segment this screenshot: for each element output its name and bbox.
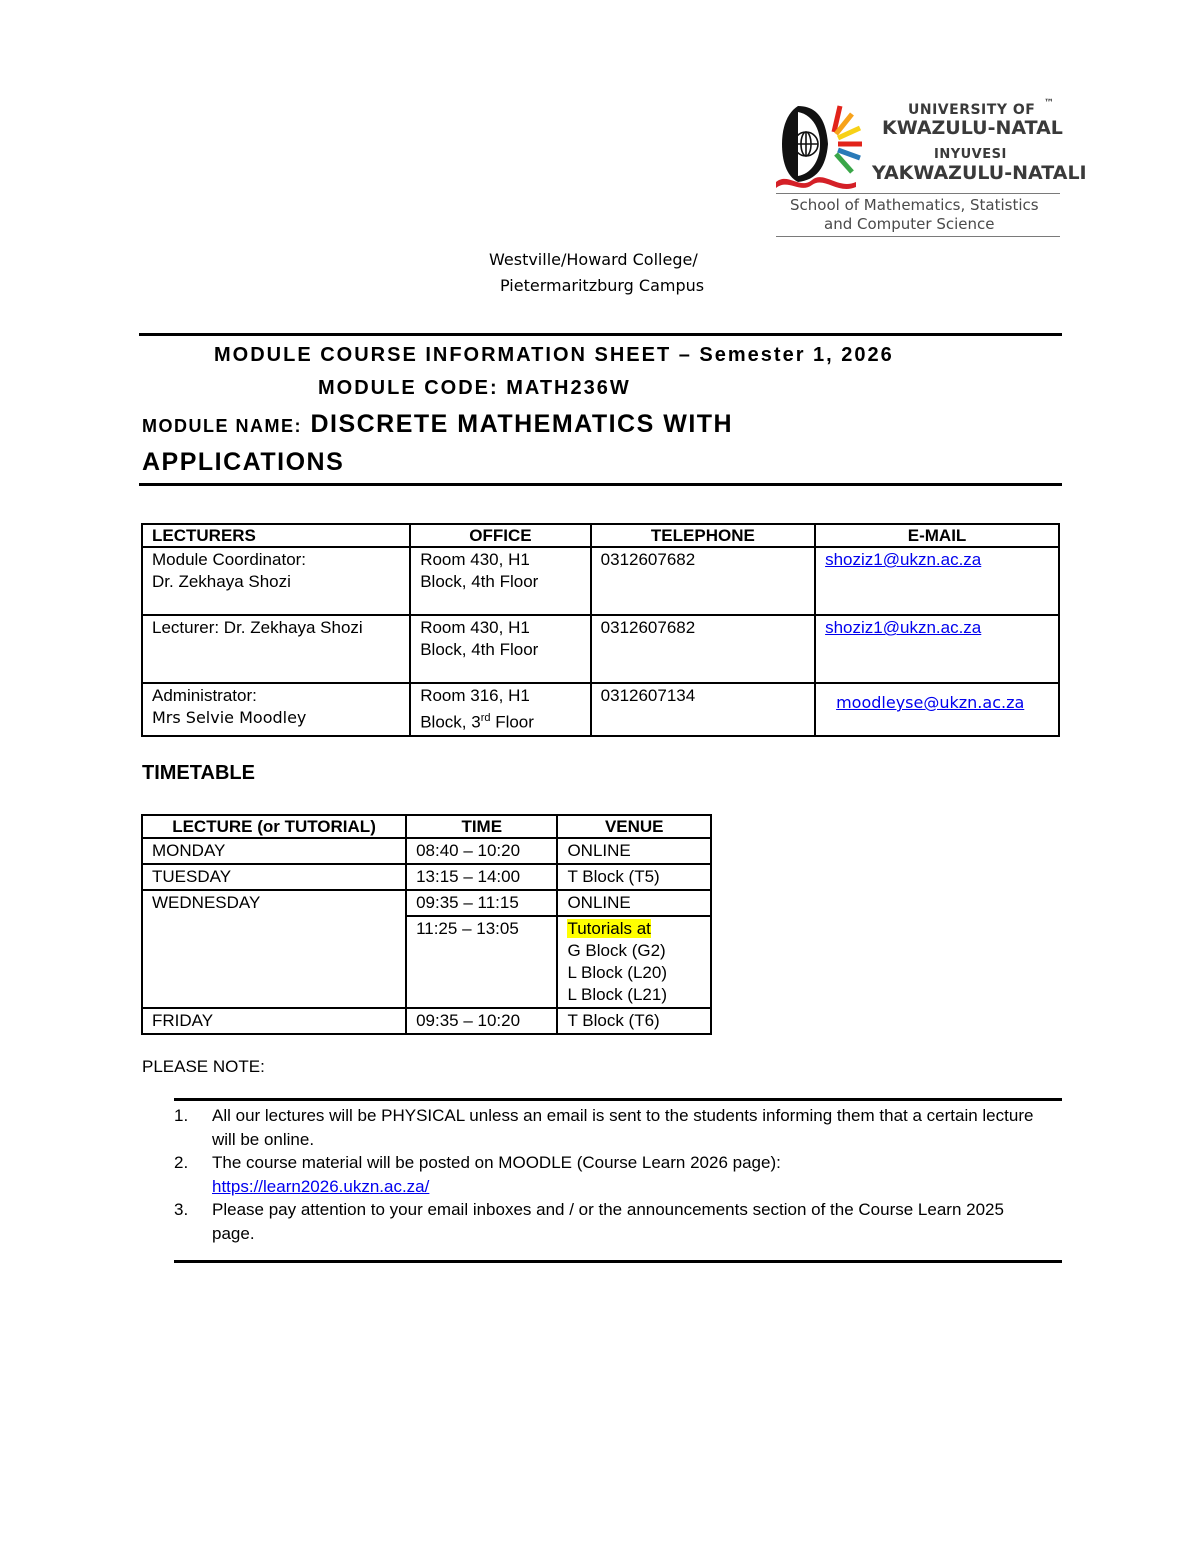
telephone-cell: 0312607682: [591, 547, 815, 615]
logo-line-yakwazulu-natali: YAKWAZULU-NATALI: [872, 162, 1087, 184]
col-header-venue: VENUE: [557, 815, 711, 838]
telephone-cell: 0312607682: [591, 615, 815, 683]
office-line1: Room 316, H1: [420, 686, 530, 705]
note-number: 1.: [174, 1106, 189, 1125]
logo-school-line2: and Computer Science: [824, 215, 995, 233]
time-cell: 11:25 – 13:05: [406, 916, 557, 1008]
day-cell: TUESDAY: [142, 864, 406, 890]
campus-line1: Westville/Howard College/: [489, 250, 698, 269]
logo-trademark: ™: [1044, 98, 1054, 109]
module-name: [142, 410, 733, 439]
table-row: [142, 683, 1059, 736]
notes-list: [174, 1104, 1054, 1245]
module-name-line1: DISCRETE MATHEMATICS WITH: [302, 410, 734, 438]
logo-divider-bottom: [776, 236, 1060, 237]
venue-line: G Block (G2): [567, 941, 666, 960]
module-code: MODULE CODE: MATH236W: [318, 377, 631, 399]
list-item: [174, 1198, 1054, 1245]
note-number: 2.: [174, 1153, 189, 1172]
email-cell: [815, 615, 1059, 683]
timetable-header-row: [142, 815, 711, 838]
office-line2-text: Block, 3: [420, 712, 481, 732]
note-text: Please pay attention to your email inboxes and / or the announcements section of the Course Learn 2025 page.: [212, 1200, 1004, 1243]
office-cell: [410, 683, 590, 736]
email-link[interactable]: shoziz1@ukzn.ac.za: [825, 550, 982, 569]
venue-cell: [557, 916, 711, 1008]
col-header-telephone: TELEPHONE: [591, 524, 815, 547]
office-line1: Room 430, H1: [420, 618, 530, 637]
col-header-office: OFFICE: [410, 524, 590, 547]
email-link[interactable]: shoziz1@ukzn.ac.za: [825, 618, 982, 637]
col-header-email: E-MAIL: [815, 524, 1059, 547]
logo-line-kwazulu-natal: KWAZULU-NATAL: [882, 117, 1063, 139]
lecturer-cell: [142, 615, 410, 683]
office-line2: Block, 4th Floor: [420, 572, 539, 591]
logo-line-university-of: UNIVERSITY OF: [908, 102, 1036, 118]
venue-cell: T Block (T5): [557, 864, 711, 890]
office-line2: Block, 4th Floor: [420, 640, 539, 659]
logo-line-inyuvesi: INYUVESI: [934, 147, 1007, 162]
table-row: [142, 838, 711, 864]
lecturer-cell: [142, 683, 410, 736]
lecturer-name: Mrs Selvie Moodley: [152, 708, 307, 727]
table-row: [142, 547, 1059, 615]
header-rule-bottom: [139, 483, 1062, 486]
info-sheet-title: MODULE COURSE INFORMATION SHEET – Semester 1, 2026: [214, 344, 894, 366]
module-name-label: MODULE NAME:: [142, 416, 302, 436]
time-cell: 13:15 – 14:00: [406, 864, 557, 890]
module-name-line2: APPLICATIONS: [142, 448, 345, 476]
tutorials-highlight: Tutorials at: [567, 919, 651, 938]
col-header-time: TIME: [406, 815, 557, 838]
university-logo: [776, 96, 1087, 238]
list-item: [174, 1151, 1054, 1198]
venue-cell: T Block (T6): [557, 1008, 711, 1034]
time-cell: 09:35 – 11:15: [406, 890, 557, 916]
header-rule-top: [139, 333, 1062, 336]
timetable-heading: TIMETABLE: [142, 762, 255, 784]
timetable-table: [141, 814, 712, 1035]
col-header-lecturers: LECTURERS: [142, 524, 410, 547]
note-text: All our lectures will be PHYSICAL unless an email is sent to the students informing them that a certain lecture will be online.: [212, 1106, 1034, 1149]
lecturer-cell: [142, 547, 410, 615]
table-row: [142, 864, 711, 890]
day-cell: FRIDAY: [142, 1008, 406, 1034]
note-text: The course material will be posted on MOODLE (Course Learn 2026 page):: [212, 1153, 781, 1172]
email-cell: [815, 683, 1059, 736]
day-cell: MONDAY: [142, 838, 406, 864]
venue-cell: ONLINE: [557, 890, 711, 916]
office-cell: [410, 615, 590, 683]
office-line1: Room 430, H1: [420, 550, 530, 569]
lecturer-role: Administrator:: [152, 686, 257, 705]
office-line2: [420, 707, 580, 734]
lecturer-name: Dr. Zekhaya Shozi: [152, 572, 291, 591]
lecturer-role: Module Coordinator:: [152, 550, 307, 569]
list-item: [174, 1104, 1054, 1151]
lecturers-header-row: [142, 524, 1059, 547]
time-cell: 09:35 – 10:20: [406, 1008, 557, 1034]
notes-rule-bottom: [174, 1260, 1062, 1263]
telephone-cell: 0312607134: [591, 683, 815, 736]
table-row: [142, 1008, 711, 1034]
logo-divider-top: [776, 193, 1060, 194]
logo-school-line1: School of Mathematics, Statistics: [790, 196, 1039, 214]
venue-line: L Block (L20): [567, 963, 667, 982]
table-row: [142, 890, 711, 916]
lecturer-role: Lecturer: Dr. Zekhaya Shozi: [152, 618, 363, 637]
campus-line2: Pietermaritzburg Campus: [500, 276, 705, 295]
col-header-lecture: LECTURE (or TUTORIAL): [142, 815, 406, 838]
moodle-link[interactable]: https://learn2026.ukzn.ac.za/: [212, 1176, 430, 1196]
office-cell: [410, 547, 590, 615]
email-cell: [815, 547, 1059, 615]
office-line2-floor: Floor: [490, 712, 534, 732]
table-row: [142, 615, 1059, 683]
email-link[interactable]: moodleyse@ukzn.ac.za: [836, 693, 1025, 712]
please-note-label: PLEASE NOTE:: [142, 1057, 265, 1076]
notes-rule-top: [174, 1098, 1062, 1101]
note-number: 3.: [174, 1200, 189, 1219]
ukzn-emblem-icon: [776, 96, 868, 192]
venue-line: L Block (L21): [567, 985, 667, 1004]
office-ordinal: rd: [480, 712, 491, 724]
day-cell: WEDNESDAY: [142, 890, 406, 1008]
venue-cell: ONLINE: [557, 838, 711, 864]
lecturers-table: [141, 523, 1060, 737]
time-cell: 08:40 – 10:20: [406, 838, 557, 864]
